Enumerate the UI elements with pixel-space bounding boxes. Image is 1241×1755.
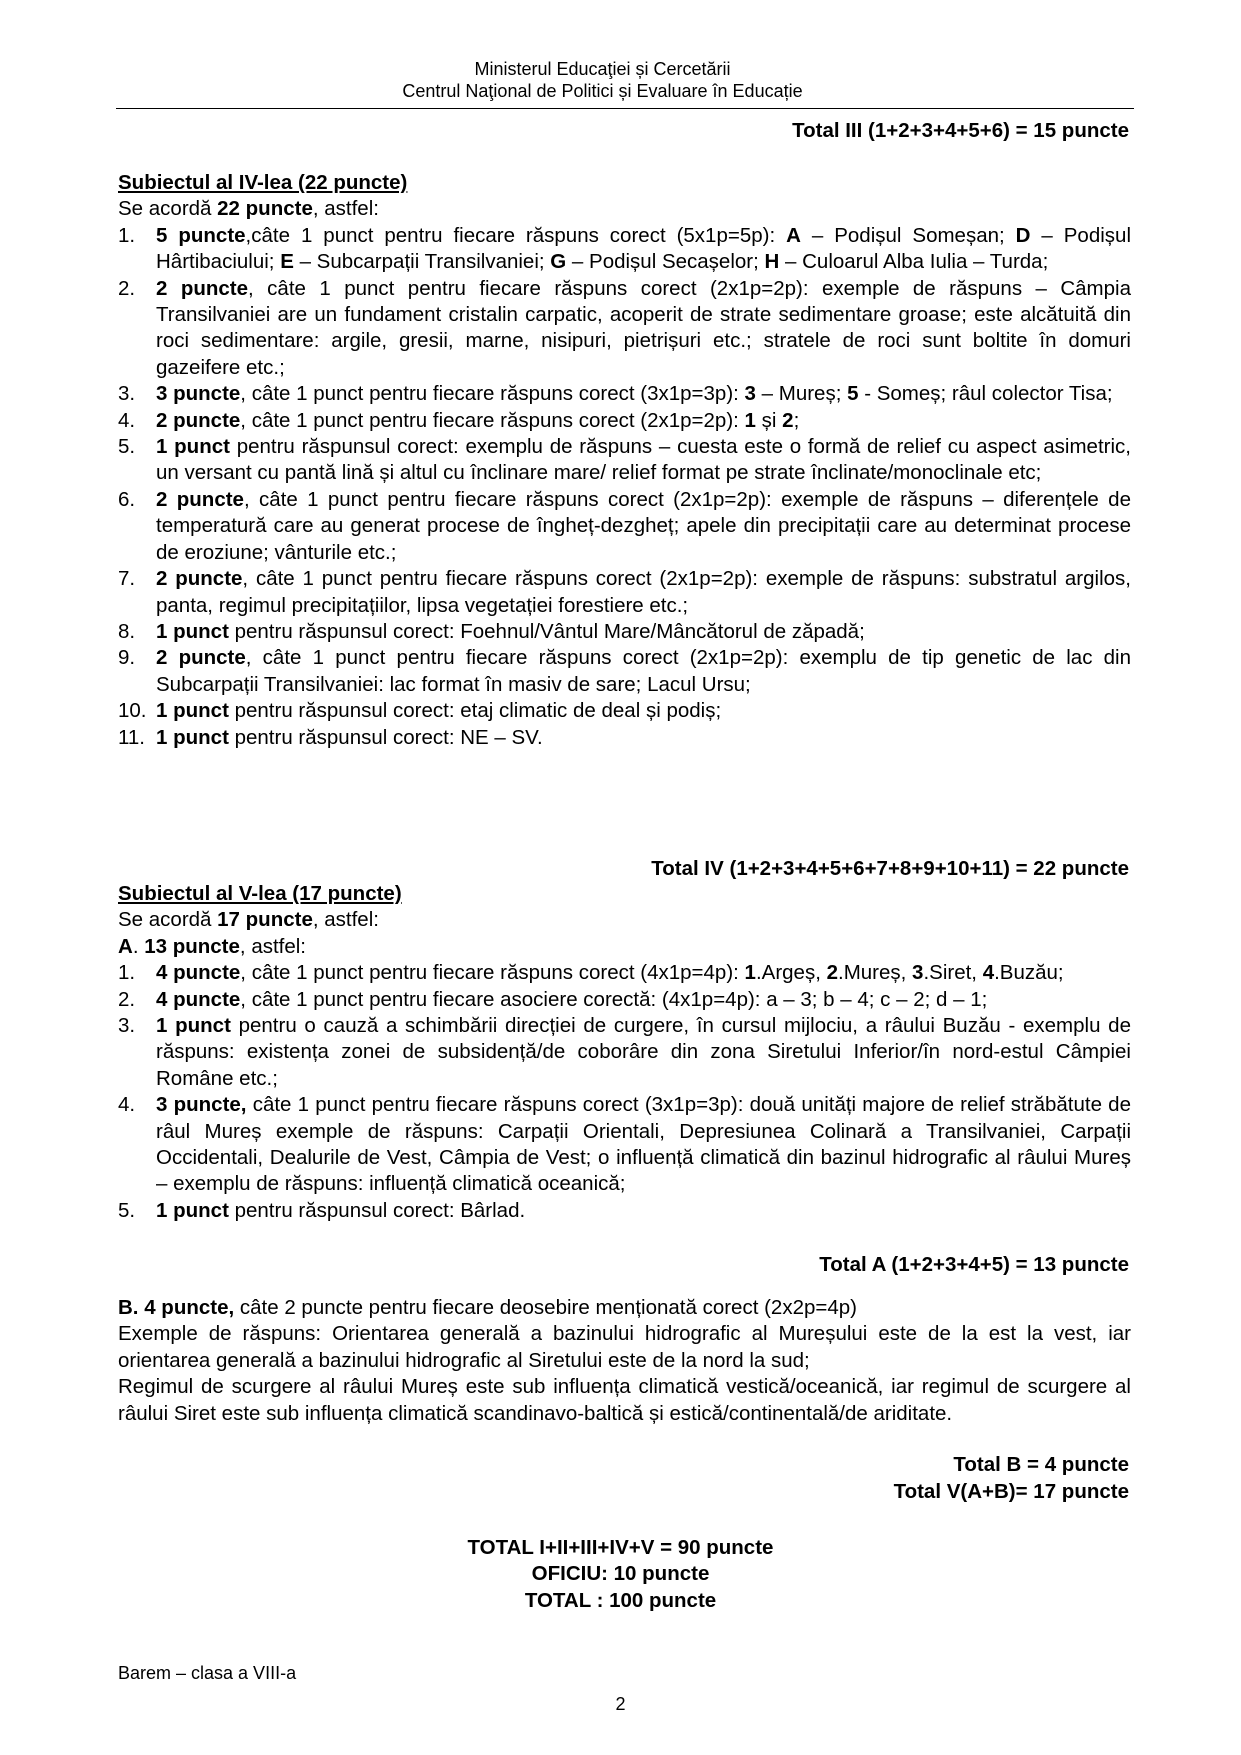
list-item — [118, 698, 1131, 724]
item-number: 1. — [118, 223, 136, 247]
bold-text: 5 puncte — [156, 223, 246, 247]
item-text: , câte 1 punct pentru fiecare răspuns corect (2x1p=2p): exemplu de tip genetic de lac din Subcarpații Transilvaniei: lac format în masiv de sare; Lacul Ursu; — [156, 646, 1132, 696]
item-text: – Podișul Hârtibaciului; — [156, 223, 1131, 274]
bold-text: E — [280, 250, 294, 274]
item-text: , câte 1 punct pentru fiecare asociere corectă: (4x1p=4p): a – 3; b – 4; c – 2; d – 1; — [240, 987, 988, 1011]
item-text: , câte 1 punct pentru fiecare răspuns corect (3x1p=3p): — [240, 382, 745, 406]
item-text: câte 1 punct pentru fiecare răspuns corect (5x1p=5p): — [251, 223, 787, 247]
bold-text: 3 puncte, — [156, 1093, 247, 1117]
item-number: 9. — [118, 646, 136, 670]
subject-iv-list — [118, 223, 1131, 751]
subject-iv-intro: Se acordă 22 puncte, astfel: — [118, 197, 379, 221]
bold-text: D — [1015, 223, 1031, 247]
item-text: și — [755, 408, 783, 432]
list-item — [118, 566, 1131, 619]
footer-label: Barem – clasa a VIII-a — [118, 1663, 297, 1683]
item-number: 2. — [118, 987, 136, 1011]
item-text: , — [245, 223, 252, 247]
item-text: - Someș; râul colector Tisa; — [858, 382, 1113, 406]
bold-text: 5 — [847, 382, 859, 406]
item-text: – Culoarul Alba Iulia – Turda; — [779, 250, 1049, 274]
part-a-label: A. 13 puncte, astfel: — [118, 934, 307, 958]
item-text: , câte 1 punct pentru fiecare răspuns corect (2x1p=2p): exemple de răspuns – Câmpia Transilvaniei are un fundament cristalin carpatic, acoperit de strate sedimentare groase; este alcătuită din roci sedimentare: argile, gresii, marne, nisipuri, pietrișuri etc.; stratele de roci sunt boltite în domuri gazeifere etc.; — [156, 276, 1131, 379]
list-item — [118, 960, 1131, 986]
item-number: 8. — [118, 619, 136, 643]
part-b-answer-1: Exemple de răspuns: Orientarea generală a bazinului hidrografic al Mureșului este de la est la vest, iar orientarea generală a bazinului hidrografic al Siretului este de la nord la sud; — [118, 1322, 1131, 1372]
item-text: , câte 1 punct pentru fiecare răspuns corect (2x1p=2p): exemple de răspuns – diferențele de temperatură care au generat procese de îngheț-dezgheț; apele din precipitații care au determinat procese de eroziune; vânturile etc.; — [156, 487, 1131, 564]
subject-v-title: Subiectul al V-lea (17 puncte) — [118, 882, 402, 905]
page-header — [100, 58, 1105, 102]
list-item — [118, 645, 1131, 698]
item-text: – Mureș; — [755, 382, 848, 406]
part-b — [118, 1295, 1131, 1427]
item-text: .Argeș, — [755, 961, 827, 985]
bold-text: 2 puncte — [156, 567, 243, 591]
list-item — [118, 725, 1131, 751]
part-a-list — [118, 960, 1131, 1224]
list-item — [118, 434, 1131, 487]
bold-text: A — [786, 223, 801, 247]
total-iv: Total IV (1+2+3+4+5+6+7+8+9+10+11) = 22 puncte — [651, 857, 1129, 880]
bold-text: 4 puncte — [156, 987, 241, 1011]
item-text: pentru răspunsul corect: etaj climatic de deal și podiș; — [228, 699, 722, 723]
list-item — [118, 619, 1131, 645]
list-item — [118, 1013, 1131, 1092]
grand-total-line: TOTAL I+II+III+IV+V = 90 puncte — [467, 1536, 774, 1559]
bold-text: 4 — [982, 961, 995, 985]
header-ministry: Ministerul Educaţiei și Cercetării — [474, 59, 731, 79]
item-text: ; — [793, 408, 800, 432]
part-b-heading: B. 4 puncte, câte 2 puncte pentru fiecare deosebire menționată corect (2x2p=4p) — [118, 1296, 857, 1319]
bold-text: 3 puncte — [156, 382, 241, 406]
total-v: Total V(A+B)= 17 puncte — [893, 1480, 1129, 1503]
oficiu-line: OFICIU: 10 puncte — [531, 1562, 710, 1586]
total-b: Total B = 4 puncte — [953, 1453, 1129, 1476]
item-number: 10. — [118, 699, 147, 723]
item-number: 6. — [118, 487, 136, 511]
item-number: 1. — [118, 961, 136, 985]
bold-text: 1 — [744, 408, 756, 432]
list-item — [118, 223, 1131, 276]
item-text: pentru răspunsul corect: exemplu de răspuns – cuesta este o formă de relief cu aspect asimetric, un versant cu pantă lină și altul cu înclinare mare/ relief format pe strate înclinate/monoclinale etc; — [156, 435, 1131, 485]
list-item — [118, 381, 1131, 407]
bold-text: 3 — [912, 961, 924, 985]
list-item — [118, 1198, 1131, 1224]
item-number: 7. — [118, 567, 136, 591]
bold-text: 1 punct — [156, 435, 230, 459]
item-text: , câte 1 punct pentru fiecare răspuns corect (2x1p=2p): exemple de răspuns: substratul argilos, panta, regimul precipitațiilor, lipsa vegetației forestiere etc.; — [156, 567, 1131, 617]
item-number: 4. — [118, 408, 136, 432]
item-text: – Subcarpații Transilvaniei; — [293, 250, 551, 274]
item-text: .Mureș, — [838, 961, 913, 985]
subject-iv-title: Subiectul al IV-lea (22 puncte) — [118, 171, 408, 194]
bold-text: 1 punct — [156, 699, 229, 723]
item-text: .Siret, — [923, 961, 983, 985]
bold-text: 2 puncte — [156, 646, 246, 670]
item-text: câte 1 punct pentru fiecare răspuns corect (3x1p=3p): două unități majore de relief străbătute de râul Mureș exemple de răspuns: Carpații Orientali, Depresiunea Colinară a Transilvaniei, Carpații Occidentali, Dealurile de Vest, Câmpia de Vest; o influență climatică din bazinul hidrografic al râului Mureș – exemplu de răspuns: influență climatică oceanică; — [156, 1093, 1131, 1196]
bold-text: 2 puncte — [156, 408, 241, 432]
page-number: 2 — [615, 1694, 626, 1714]
bold-text: 3 — [744, 382, 756, 406]
bold-text: 2 — [782, 408, 794, 432]
bold-text: 2 puncte — [156, 276, 249, 300]
header-divider — [116, 108, 1134, 109]
list-item — [118, 487, 1131, 566]
item-number: 5. — [118, 1198, 136, 1222]
subject-v — [118, 881, 1131, 1224]
bold-text: 1 punct — [156, 725, 229, 749]
bold-text: G — [550, 250, 567, 274]
item-text: – Podișul Someșan; — [800, 223, 1016, 247]
subject-v-intro: Se acordă 17 puncte, astfel: — [118, 908, 379, 932]
item-number: 4. — [118, 1093, 136, 1117]
subject-iv — [118, 170, 1131, 751]
bold-text: 1 punct — [156, 1198, 229, 1222]
bold-text: 1 — [744, 961, 756, 985]
total-100-line: TOTAL : 100 puncte — [524, 1588, 717, 1612]
bold-text: 4 puncte — [156, 961, 241, 985]
item-number: 3. — [118, 382, 136, 406]
item-number: 3. — [118, 1014, 136, 1038]
item-number: 5. — [118, 435, 136, 459]
bold-text: 2 puncte — [156, 487, 244, 511]
list-item — [118, 987, 1131, 1013]
item-text: .Buzău; — [994, 961, 1064, 985]
item-text: pentru răspunsul corect: Bârlad. — [228, 1198, 526, 1222]
part-b-answer-2: Regimul de scurgere al râului Mureș este sub influența climatică vestică/oceanică, iar regimul de scurgere al râului Siret este sub influența climatică scandinavo-baltică și estică/continentală/de ariditate. — [118, 1375, 1131, 1425]
item-text: pentru răspunsul corect: NE – SV. — [228, 725, 543, 749]
item-text: pentru răspunsul corect: Foehnul/Vântul Mare/Mâncătorul de zăpadă; — [228, 619, 865, 643]
bold-text: 1 punct — [156, 1014, 231, 1038]
item-number: 2. — [118, 276, 136, 300]
item-text: , câte 1 punct pentru fiecare răspuns corect (2x1p=2p): — [240, 408, 745, 432]
header-center: Centrul Naţional de Politici și Evaluare în Educație — [402, 81, 803, 101]
total-iii: Total III (1+2+3+4+5+6) = 15 puncte — [792, 119, 1129, 142]
list-item — [118, 408, 1131, 434]
list-item — [118, 276, 1131, 382]
bold-text: 1 punct — [156, 619, 229, 643]
list-item — [118, 1092, 1131, 1198]
bold-text: 2 — [826, 961, 838, 985]
item-text: , câte 1 punct pentru fiecare răspuns corect (4x1p=4p): — [240, 961, 745, 985]
item-text: pentru o cauză a schimbării direcției de curgere, în cursul mijlociu, a râului Buzău - exemplu de răspuns: existența zonei de subsidență/de coborâre din zona Siretului Inferior/în nord-estul Câmpiei Române etc.; — [156, 1014, 1131, 1090]
item-text: – Podișul Secașelor; — [566, 250, 765, 274]
item-number: 11. — [118, 725, 145, 749]
grand-totals — [0, 1535, 1241, 1614]
total-a: Total A (1+2+3+4+5) = 13 puncte — [819, 1253, 1129, 1276]
bold-text: H — [764, 250, 780, 274]
